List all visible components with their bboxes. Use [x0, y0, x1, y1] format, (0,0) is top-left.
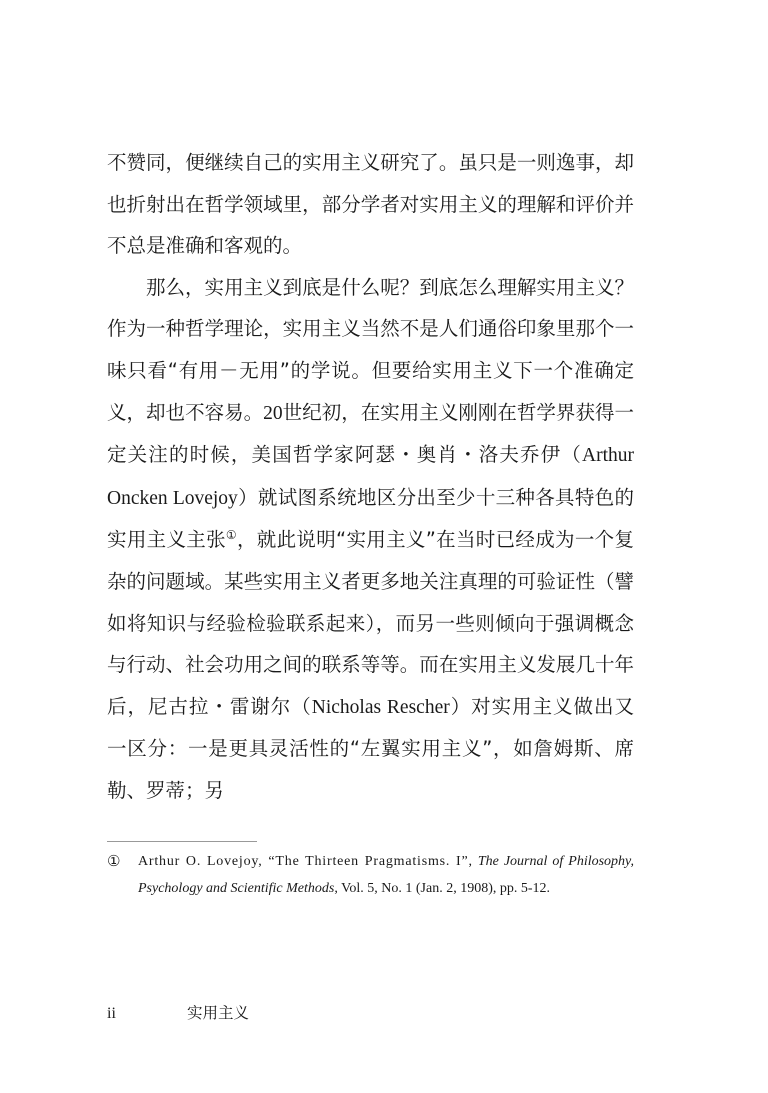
running-title: 实用主义	[187, 1004, 250, 1022]
paragraph-2-sentence-1: 那么，实用主义到底是什么呢？到底怎么理解实用主义？作为一种哲学理论，实用主义当然不是人们通俗印象里那个一味只看“有用－无用”的学说。但要给实用主义下一个准确定义，却也不容易。	[107, 275, 634, 424]
footnote-journal: The Journal of Philosophy, Psychology and Scientific Methods	[138, 854, 634, 896]
year-number: 20	[263, 402, 283, 424]
paragraph-2-sentence-5: ）对实用主义做出又一区分：一是更具灵活性的“左翼实用主义”，如詹姆斯、席勒、罗蒂；另	[107, 694, 634, 802]
footnote	[107, 848, 634, 902]
paragraph-2	[107, 267, 634, 812]
name-rescher: Nicholas Rescher	[311, 696, 450, 718]
main-text	[107, 142, 634, 812]
footnote-number: ①	[107, 852, 121, 870]
footnote-text	[138, 848, 634, 902]
paragraph-2-sentence-4: ，就此说明“实用主义”在当时已经成为一个复杂的问题域。某些实用主义者更多地关注真理的可验证性（譬如将知识与经验检验联系起来），而另一些则倾向于强调概念与行动、社会功用之间的联系等等。而在实用主义发展几十年后，尼古拉・雷谢尔（	[107, 528, 634, 718]
name-lovejoy: Arthur Oncken Lovejoy	[107, 445, 634, 509]
footnote-divider	[107, 841, 257, 842]
page-number: ii	[107, 1005, 116, 1022]
page-footer	[107, 1001, 249, 1025]
footnote-reference[interactable]: ①	[225, 528, 237, 543]
paragraph-1	[107, 142, 634, 267]
paragraph-2-sentence-3: ）就试图系统地区分出至少十三种各具特色的实用主义主张	[107, 485, 634, 552]
footnote-author-title: Arthur O. Lovejoy, “The Thirteen Pragmatisms. I”,	[138, 854, 473, 869]
paragraph-2-sentence-2: 世纪初，在实用主义刚刚在哲学界获得一定关注的时候，美国哲学家阿瑟・奥肖・洛夫乔伊（	[107, 400, 634, 467]
footnote-details: , Vol. 5, No. 1 (Jan. 2, 1908), pp. 5-12.	[334, 881, 551, 896]
paragraph-1-text: 不赞同，便继续自己的实用主义研究了。虽只是一则逸事，却也折射出在哲学领域里，部分学者对实用主义的理解和评价并不总是准确和客观的。	[107, 151, 634, 258]
